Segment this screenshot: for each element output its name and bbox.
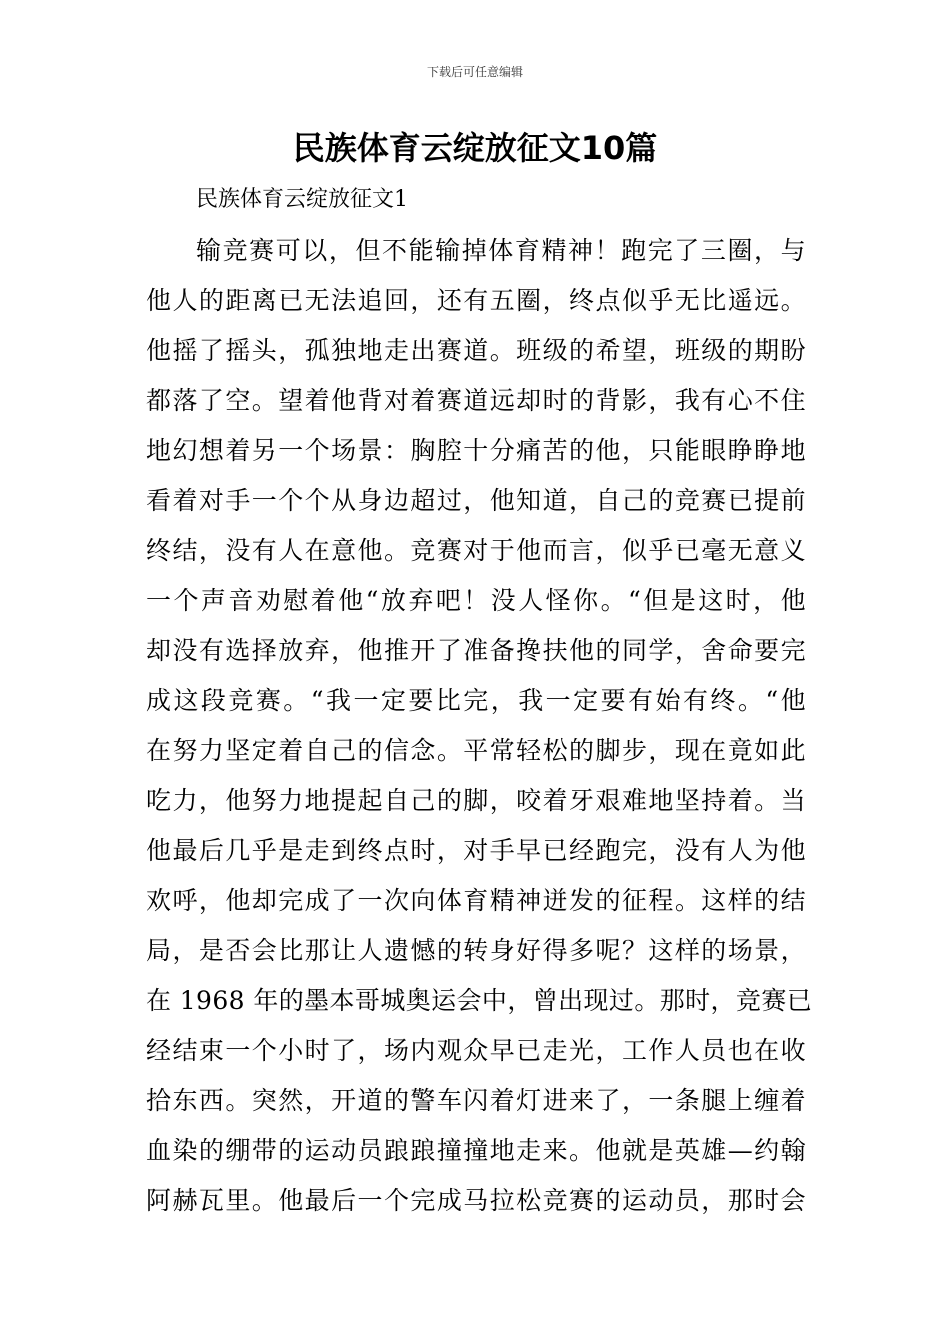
body-line: 在 1968 年的墨本哥城奥运会中，曾出现过。那时，竞赛已	[146, 986, 813, 1015]
body-line: 吃力，他努力地提起自己的脚，咬着牙艰难地坚持着。当	[146, 786, 806, 815]
body-line: 局，是否会比那让人遗憾的转身好得多呢？这样的场景，	[146, 936, 806, 965]
body-line: 一个声音劝慰着他“放弃吧！没人怪你。“但是这时，他	[146, 586, 806, 615]
body-line: 他摇了摇头，孤独地走出赛道。班级的希望，班级的期盼	[146, 336, 806, 365]
body-line: 终结，没有人在意他。竞赛对于他而言，似乎已毫无意义	[146, 536, 806, 565]
body-line: 都落了空。望着他背对着赛道远却时的背影，我有心不住	[146, 386, 806, 415]
body-line: 成这段竞赛。“我一定要比完，我一定要有始有终。“他	[146, 686, 806, 715]
body-line: 阿赫瓦里。他最后一个完成马拉松竞赛的运动员，那时会	[146, 1186, 806, 1215]
body-line: 他人的距离已无法追回，还有五圈，终点似乎无比遥远。	[146, 286, 806, 315]
body-line: 拾东西。突然，开道的警车闪着灯进来了，一条腿上缠着	[146, 1086, 806, 1115]
body-line: 欢呼，他却完成了一次向体育精神迸发的征程。这样的结	[146, 886, 806, 915]
section-subtitle: 民族体育云绽放征文1	[196, 187, 408, 212]
document-title: 民族体育云绽放征文10篇	[292, 129, 658, 167]
body-line: 地幻想着另一个场景：胸腔十分痛苦的他，只能眼睁睁地	[146, 436, 806, 465]
body-line: 看着对手一个个从身边超过，他知道，自己的竞赛已提前	[146, 486, 806, 515]
body-line: 经结束一个小时了，场内观众早已走光，工作人员也在收	[146, 1036, 806, 1065]
body-line: 却没有选择放弃，他推开了准备搀扶他的同学，舍命要完	[146, 636, 806, 665]
header-note: 下载后可任意编辑	[426, 65, 523, 79]
body-line: 血染的绷带的运动员踉踉撞撞地走来。他就是英雄—约翰	[146, 1136, 806, 1165]
body-line: 他最后几乎是走到终点时，对手早已经跑完，没有人为他	[146, 836, 806, 865]
body-line: 输竞赛可以，但不能输掉体育精神！跑完了三圈，与	[196, 236, 806, 265]
body-line: 在努力坚定着自己的信念。平常轻松的脚步，现在竟如此	[146, 736, 806, 765]
